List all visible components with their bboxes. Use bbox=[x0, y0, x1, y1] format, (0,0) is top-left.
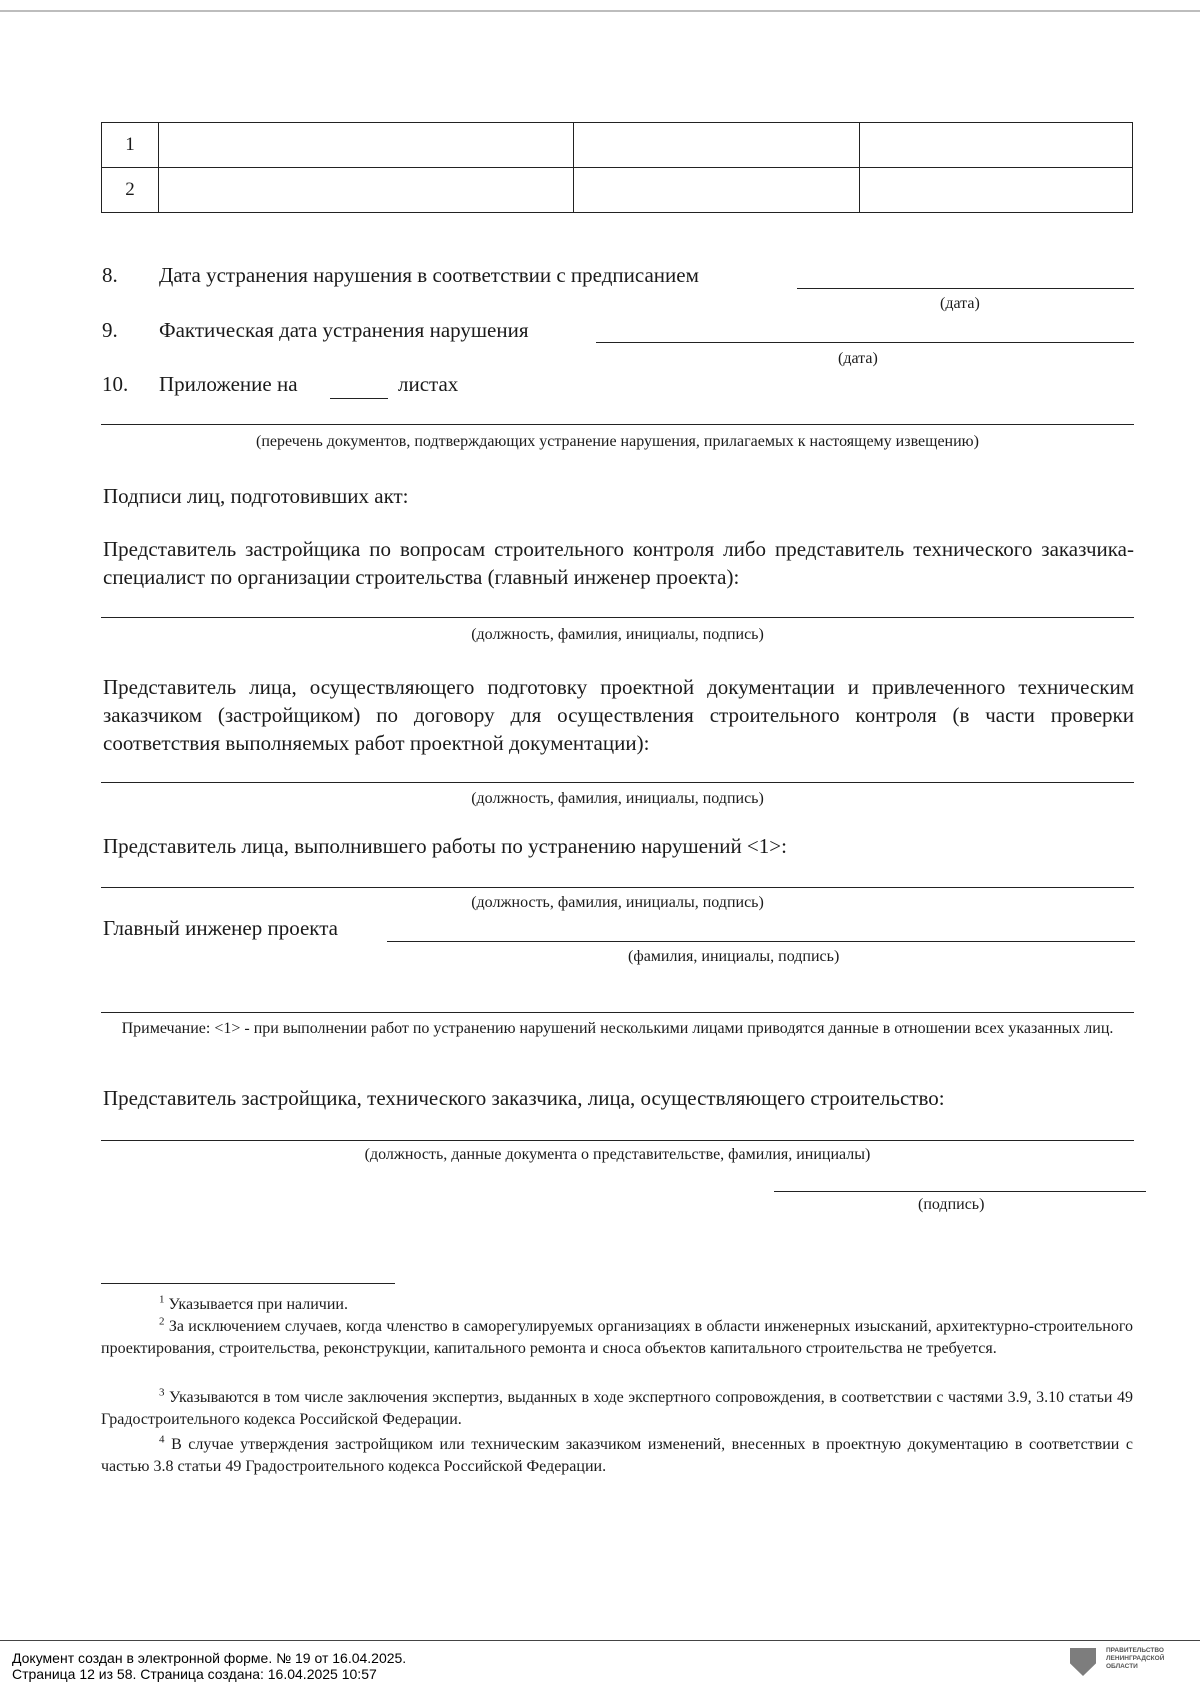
footnote-text: Указываются в том числе заключения экспертиз, выданных в ходе экспертного сопровождения, в соответствии с частями 3.9, 3.10 статьи 49 Градостроительного кодекса Российской Федерации. bbox=[101, 1389, 1134, 1428]
table-cell bbox=[574, 123, 860, 168]
field-caption: (должность, данные документа о представительстве, фамилия, инициалы) bbox=[364, 1146, 871, 1163]
field-caption: (дата) bbox=[838, 350, 878, 367]
table-cell bbox=[860, 168, 1133, 213]
item-number: 10. bbox=[102, 372, 129, 396]
footnote-mark: 3 bbox=[159, 1386, 165, 1399]
table-cell bbox=[574, 168, 860, 213]
signature-line bbox=[774, 1191, 1146, 1192]
government-logo-text bbox=[1106, 1647, 1164, 1671]
table-cell bbox=[159, 168, 574, 213]
signatory-role: Представитель застройщика, технического заказчика, лица, осуществляющего строительство: bbox=[103, 1086, 945, 1110]
field-caption: (должность, фамилия, инициалы, подпись) bbox=[471, 894, 764, 911]
signature-line bbox=[101, 782, 1134, 783]
signatory-role: Представитель лица, осуществляющего подготовку проектной документации и привлеченного техническим заказчиком (застройщиком) по договору для осуществления строительного контроля (в части проверки соответствия выполняемых работ проектной документации): bbox=[103, 675, 1134, 755]
footnote bbox=[101, 1434, 1133, 1478]
signatory-role: Представитель лица, выполнившего работы по устранению нарушений <1>: bbox=[103, 834, 787, 858]
field-caption: (дата) bbox=[940, 295, 980, 312]
chief-engineer-label: Главный инженер проекта bbox=[103, 916, 338, 940]
signature-line bbox=[101, 887, 1134, 888]
field-caption: (перечень документов, подтверждающих устранение нарушения, прилагаемых к настоящему извещению) bbox=[256, 433, 979, 450]
date-field-line bbox=[596, 342, 1134, 343]
item-label: Фактическая дата устранения нарушения bbox=[159, 318, 529, 342]
footnote-text: В случае утверждения застройщиком или техническим заказчиком изменений, внесенных в проектную документацию в соответствии с частью 3.8 статьи 49 Градостроительного кодекса Российской Федерации. bbox=[101, 1436, 1134, 1475]
field-caption: (подпись) bbox=[918, 1196, 985, 1213]
section-heading: Подписи лиц, подготовивших акт: bbox=[103, 484, 409, 508]
item-number: 9. bbox=[102, 318, 118, 342]
footnote-mark: 4 bbox=[159, 1433, 165, 1446]
footnote-text: За исключением случаев, когда членство в саморегулируемых организациях в области инженерных изысканий, архитектурно-строительного проектирования, строительства, реконструкции, капитального ремонта и сноса объектов капитального строительства не требуется. bbox=[101, 1318, 1134, 1357]
table-cell bbox=[860, 123, 1133, 168]
footnote-separator bbox=[101, 1283, 395, 1284]
footnote-text: Указывается при наличии. bbox=[168, 1296, 348, 1313]
coat-of-arms-icon bbox=[1070, 1648, 1096, 1676]
item-label: Приложение на bbox=[159, 372, 298, 396]
top-border bbox=[0, 10, 1200, 12]
field-caption: (должность, фамилия, инициалы, подпись) bbox=[471, 626, 764, 643]
footer-page-info: Страница 12 из 58. Страница создана: 16.04.2025 10:57 bbox=[12, 1666, 377, 1682]
footer-document-info: Документ создан в электронной форме. № 19 от 16.04.2025. bbox=[12, 1650, 407, 1666]
logo-line: ЛЕНИНГРАДСКОЙ bbox=[1106, 1655, 1165, 1662]
signatory-role: Представитель застройщика по вопросам строительного контроля либо представитель технического заказчика-специалист по организации строительства (главный инженер проекта): bbox=[103, 537, 1134, 589]
attachments-line bbox=[101, 424, 1134, 425]
signature-line bbox=[101, 617, 1134, 618]
footnote bbox=[101, 1387, 1133, 1431]
row-number: 1 bbox=[102, 123, 159, 168]
item-label: листах bbox=[398, 372, 459, 396]
table-row bbox=[102, 168, 1133, 213]
field-caption: (фамилия, инициалы, подпись) bbox=[628, 948, 840, 965]
sheets-count-line bbox=[330, 398, 388, 399]
footer-divider bbox=[0, 1640, 1200, 1641]
footnote bbox=[101, 1294, 1133, 1316]
logo-line: ПРАВИТЕЛЬСТВО bbox=[1106, 1647, 1164, 1654]
table-cell bbox=[159, 123, 574, 168]
table-row bbox=[102, 123, 1133, 168]
violations-table bbox=[101, 122, 1133, 213]
field-caption: (должность, фамилия, инициалы, подпись) bbox=[471, 790, 764, 807]
signature-line bbox=[101, 1140, 1134, 1141]
item-label: Дата устранения нарушения в соответствии с предписанием bbox=[159, 263, 699, 287]
signature-line bbox=[387, 941, 1135, 942]
row-number: 2 bbox=[102, 168, 159, 213]
note-text: Примечание: <1> - при выполнении работ по устранению нарушений несколькими лицами приводятся данные в отношении всех указанных лиц. bbox=[121, 1020, 1114, 1037]
footnote-mark: 1 bbox=[159, 1293, 165, 1306]
footnote-mark: 2 bbox=[159, 1315, 165, 1328]
logo-line: ОБЛАСТИ bbox=[1106, 1663, 1138, 1670]
date-field-line bbox=[797, 288, 1134, 289]
footnote bbox=[101, 1316, 1133, 1360]
item-number: 8. bbox=[102, 263, 118, 287]
note-line bbox=[101, 1012, 1134, 1013]
